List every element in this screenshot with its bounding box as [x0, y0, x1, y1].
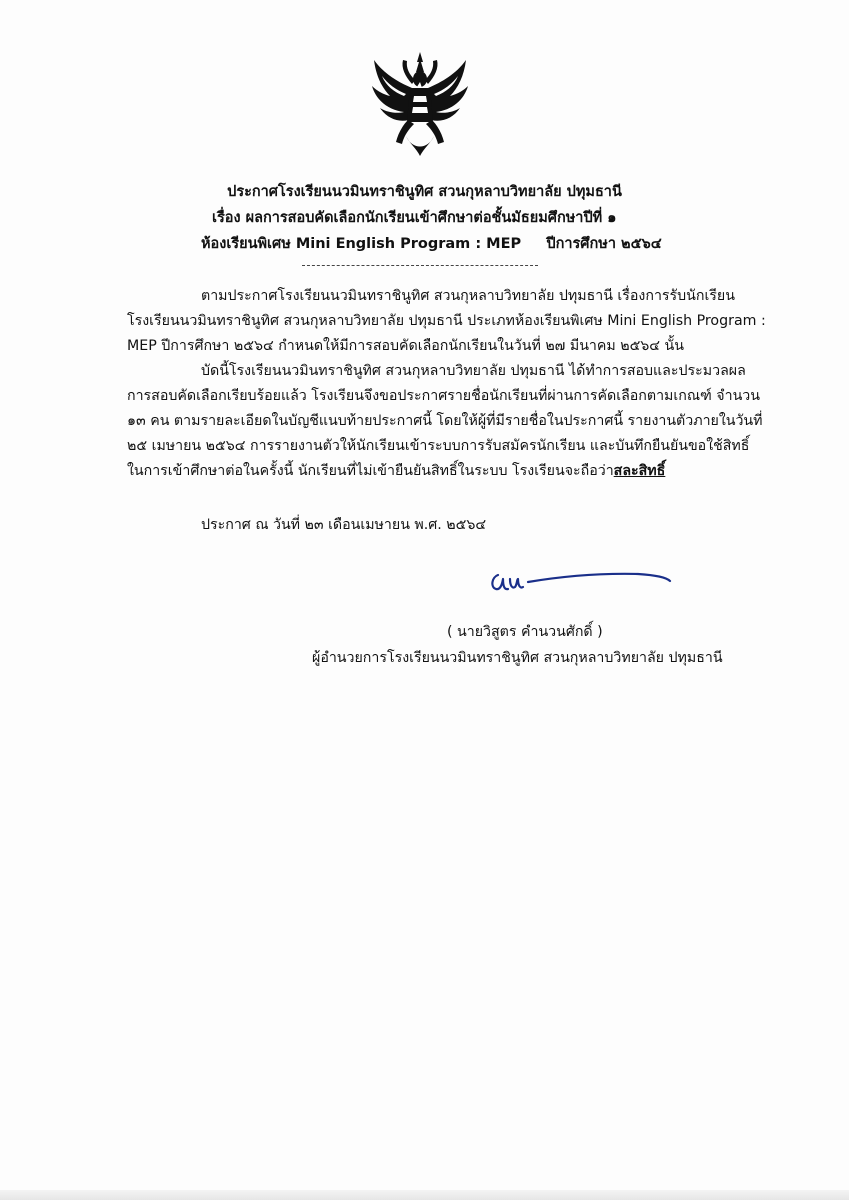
paragraph-line: การสอบคัดเลือกเรียบร้อยแล้ว โรงเรียนจึงขอประกาศรายชื่อนักเรียนที่ผ่านการคัดเลือกตามเกณฑ์ จำนวน [127, 388, 760, 404]
paragraph-line: โรงเรียนนวมินทราชินูทิศ สวนกุหลาบวิทยาลัย ปทุมธานี ประเภทห้องเรียนพิเศษ Mini English Program : [127, 313, 766, 329]
paragraph-text: ในการเข้าศึกษาต่อในครั้งนี้ นักเรียนที่ไม่เข้ายืนยันสิทธิ์ในระบบ โรงเรียนจะถือว่า [127, 463, 614, 479]
signatory-name: ( นายวิสูตร คำนวนศักดิ์ ) [447, 624, 603, 640]
paragraph-line [127, 460, 665, 482]
paragraph-line: ตามประกาศโรงเรียนนวมินทราชินูทิศ สวนกุหลาบวิทยาลัย ปทุมธานี เรื่องการรับนักเรียน [201, 288, 735, 304]
paragraph-line: ๑๓ คน ตามรายละเอียดในบัญชีแนบท้ายประกาศนี้ โดยให้ผู้ที่มีรายชื่อในประกาศนี้ รายงานตัวภายในวันที่ [127, 413, 763, 429]
announcement-program: ห้องเรียนพิเศษ Mini English Program : MEP ปีการศึกษา ๒๕๖๔ [201, 236, 662, 252]
signatory-position: ผู้อำนวยการโรงเรียนนวมินทราชินูทิศ สวนกุหลาบวิทยาลัย ปทุมธานี [312, 650, 723, 666]
forfeit-notice: สละสิทธิ์ [613, 463, 666, 479]
paragraph-line: MEP ปีการศึกษา ๒๕๖๔ กำหนดให้มีการสอบคัดเลือกนักเรียนในวันที่ ๒๗ มีนาคม ๒๕๖๔ นั้น [127, 338, 684, 354]
announcement-subject: เรื่อง ผลการสอบคัดเลือกนักเรียนเข้าศึกษาต่อชั้นมัธยมศึกษาปีที่ ๑ [212, 210, 617, 226]
announcement-title: ประกาศโรงเรียนนวมินทราชินูทิศ สวนกุหลาบวิทยาลัย ปทุมธานี [227, 184, 622, 200]
signature-icon [488, 565, 674, 601]
divider [302, 265, 538, 266]
announce-date: ประกาศ ณ วันที่ ๒๓ เดือนเมษายน พ.ศ. ๒๕๖๔ [201, 517, 487, 533]
garuda-emblem-icon [372, 52, 468, 156]
page-edge [0, 1190, 849, 1200]
paragraph-line: ๒๕ เมษายน ๒๕๖๔ การรายงานตัวให้นักเรียนเข้าระบบการรับสมัครนักเรียน และบันทึกยืนยันขอใช้สิทธิ์ [127, 438, 750, 454]
paragraph-line: บัดนี้โรงเรียนนวมินทราชินูทิศ สวนกุหลาบวิทยาลัย ปทุมธานี ได้ทำการสอบและประมวลผล [201, 363, 746, 379]
